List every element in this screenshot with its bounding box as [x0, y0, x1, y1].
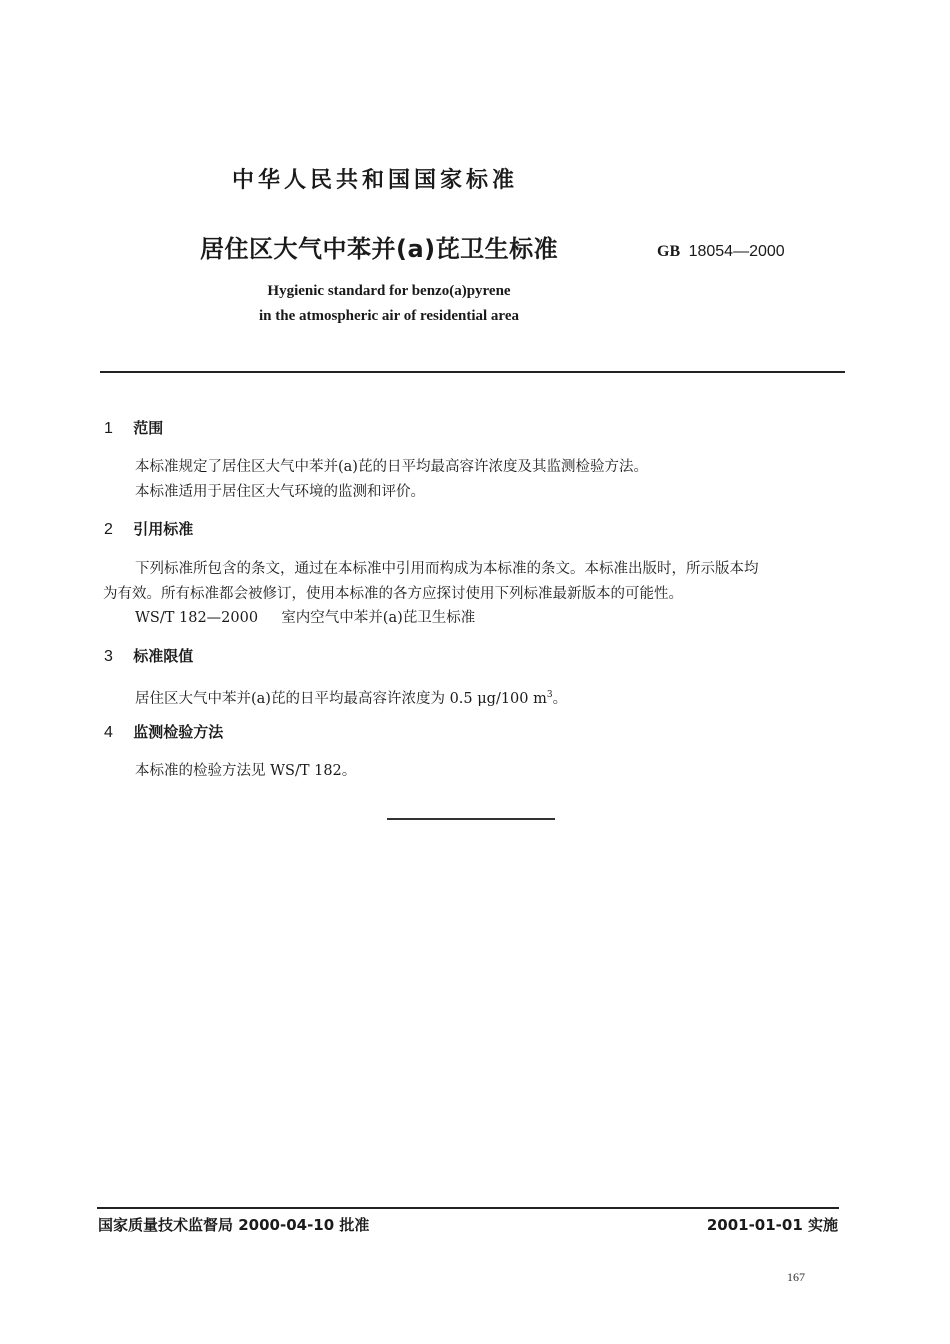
section-heading-scope: [104, 417, 163, 438]
document-title-en-line2: in the atmospheric air of residential area: [259, 308, 519, 324]
document-title-cn: 居住区大气中苯并(a)芘卫生标准: [200, 235, 559, 263]
reference-code: WS/T 182—2000: [135, 610, 259, 626]
reference-title: 室内空气中苯并(a)芘卫生标准: [281, 610, 476, 626]
section-heading-methods: [104, 721, 223, 742]
section-heading-references: [104, 518, 193, 539]
standard-code: [657, 243, 785, 261]
paragraph: 本标准规定了居住区大气中苯并(a)芘的日平均最高容许浓度及其监测检验方法。: [135, 459, 648, 475]
standard-code-number: 18054—2000: [688, 243, 785, 260]
page-number: 167: [787, 1270, 805, 1284]
section-number: 4: [104, 724, 113, 741]
section-heading-limit: [104, 645, 193, 666]
document-title-en-line1: Hygienic standard for benzo(a)pyrene: [267, 283, 511, 299]
limit-text: 居住区大气中苯并(a)芘的日平均最高容许浓度为 0.5 μg/100 m: [135, 690, 547, 707]
reference-item: [135, 606, 475, 630]
section-number: 1: [104, 420, 113, 437]
section-number: 3: [104, 648, 113, 665]
paragraph: 本标准适用于居住区大气环境的监测和评价。: [135, 484, 425, 500]
section-number: 2: [104, 521, 113, 538]
section-title: 监测检验方法: [133, 723, 224, 741]
implementation-date: 2001-01-01 实施: [706, 1216, 838, 1234]
approval-info: 国家质量技术监督局 2000-04-10 批准: [98, 1216, 370, 1234]
section-title: 标准限值: [133, 647, 194, 665]
national-standard-heading: 中华人民共和国国家标准: [232, 168, 519, 193]
paragraph: 为有效。所有标准都会被修订，使用本标准的各方应探讨使用下列标准最新版本的可能性。: [103, 586, 683, 602]
period: 。: [552, 690, 568, 707]
standard-code-prefix: GB: [657, 243, 681, 260]
section-title: 引用标准: [133, 520, 194, 538]
footer-divider: [97, 1207, 839, 1209]
end-divider: [387, 818, 555, 820]
header-divider: [100, 371, 845, 373]
section-title: 范围: [133, 419, 164, 437]
limit-value-paragraph: [135, 683, 567, 711]
paragraph: 下列标准所包含的条文，通过在本标准中引用而构成为本标准的条文。本标准出版时，所示版本均: [135, 561, 759, 577]
paragraph: 本标准的检验方法见 WS/T 182。: [135, 763, 357, 779]
superscript: 3: [546, 690, 553, 700]
